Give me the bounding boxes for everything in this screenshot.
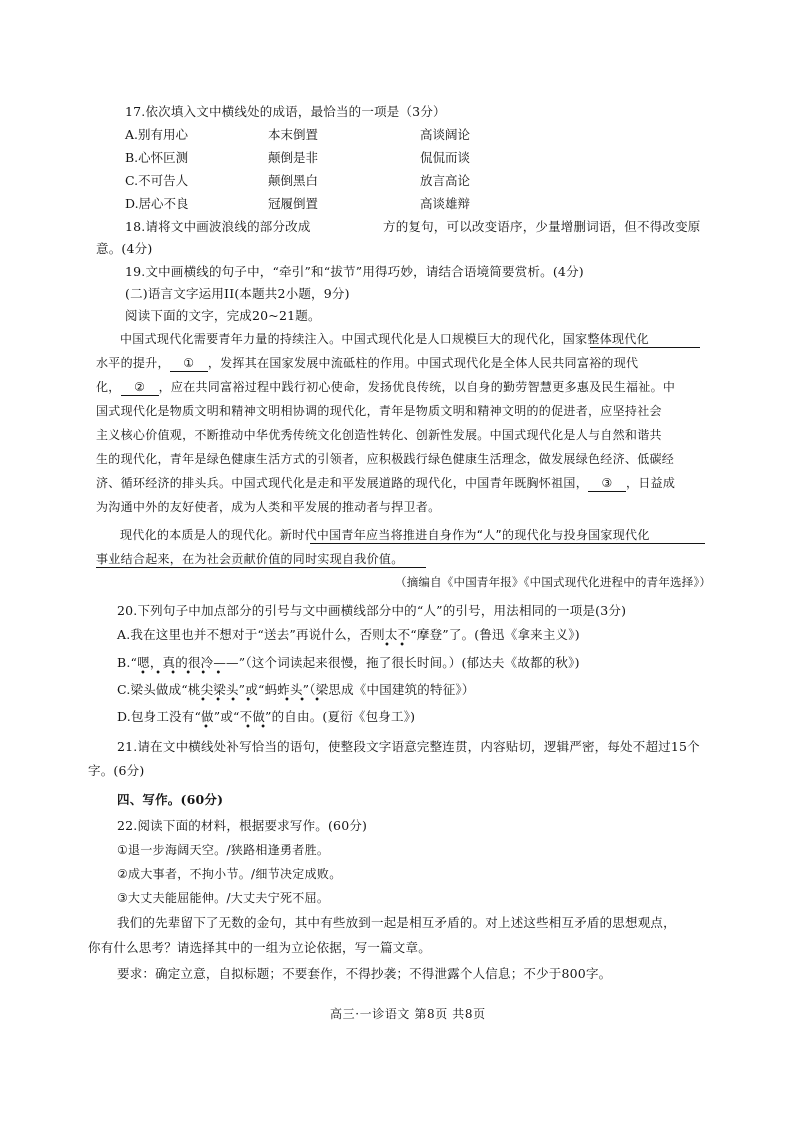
passage-line-8 xyxy=(96,499,440,515)
q20-option-a: A.我在这里也并不想对于“送去”再说什么，否则太不“摩登”了。(鲁迅《拿来主义》) xyxy=(117,627,580,642)
emphasis-dots: • • • • xyxy=(200,695,255,706)
blank-1[interactable]: ① xyxy=(170,355,208,372)
passage-source: （摘编自《中国青年报》《中国式现代化进程中的青年选择》） xyxy=(395,575,712,589)
q17-option-a: A.别有用心 xyxy=(125,127,189,142)
underlined-sentence-rule xyxy=(310,543,705,544)
blank-3[interactable]: ③ xyxy=(588,475,626,492)
q17-option-b-b: 颠倒是非 xyxy=(268,150,319,165)
q22-requirement: 要求：确定立意，自拟标题；不要套作，不得抄袭；不得泄露个人信息；不少于800字。 xyxy=(117,966,612,981)
passage-text: 化， xyxy=(96,380,121,394)
passage-line-4 xyxy=(96,403,662,419)
q17-option-d-c: 高谈雄辩 xyxy=(420,196,471,211)
emphasis-dots: • • xyxy=(245,722,269,733)
q22-para2: 你有什么思考？请选择其中的一组为立论依据，写一篇文章。 xyxy=(88,940,431,955)
wavy-underline xyxy=(590,347,700,348)
emphasis-dots: • • • xyxy=(284,695,324,706)
passage-text: 为沟通中外的友好使者，成为人类和平发展的推动者与捍卫者。 xyxy=(96,500,441,514)
section2-title: (二)语言文字运用II(本题共2小题，9分) xyxy=(125,286,350,301)
q22-para1: 我们的先辈留下了无数的金句，其中有些放到一起是相互矛盾的。对上述这些相互矛盾的思想观点， xyxy=(117,915,676,930)
q20-option-d: D.包身工没有“做”或“不做”的自由。(夏衍《包身工》) xyxy=(117,709,416,724)
passage-text: 国式现代化是物质文明和精神文明相协调的现代化，青年是物质文明和精神文明的的促进者，应坚持社会 xyxy=(96,404,662,418)
passage-text: 中国式现代化需要青年力量的持续注入。中国式现代化是人口规模巨大的现代化，国家整体现代化 xyxy=(120,332,649,346)
section2-instruction: 阅读下面的文字，完成20~21题。 xyxy=(125,308,321,323)
q22-stem: 22.阅读下面的材料，根据要求写作。(60分) xyxy=(117,818,368,833)
q17-option-b-c: 侃侃而谈 xyxy=(420,150,471,165)
passage-para2-line1 xyxy=(120,527,650,543)
q22-item-2: ②成大事者，不拘小节。/细节决定成败。 xyxy=(117,867,342,881)
q17-option-c: C.不可告人 xyxy=(125,173,189,188)
blank-2[interactable]: ② xyxy=(121,379,159,396)
q20-option-c: C.梁头做成“桃尖梁头”或“蚂蚱头”（梁思成《中国建筑的特征》） xyxy=(117,682,475,697)
q20-stem: 20.下列句子中加点部分的引号与文中画横线部分中的“人”的引号，用法相同的一项是(3分) xyxy=(117,603,627,618)
passage-text: 生的现代化，青年是绿色健康生活方式的引领者，应积极践行绿色健康生活理念，做发展绿色经济、低碳经 xyxy=(96,452,675,466)
q17-stem: 17.依次填入文中横线处的成语，最恰当的一项是（3分） xyxy=(125,104,446,119)
q17-option-b: B.心怀叵测 xyxy=(125,150,189,165)
passage-text: 现代化的本质是人的现代化。新时代中国青年应当将推进自身作为“人”的现代化与投身国家现代化 xyxy=(120,528,650,542)
q22-item-1: ①退一步海阔天空。/狭路相逢勇者胜。 xyxy=(117,843,330,857)
passage-text: ，发挥其在国家发展中流砥柱的作用。中国式现代化是全体人民共同富裕的现代 xyxy=(207,356,639,370)
emphasis-dots: • • xyxy=(384,640,408,651)
passage-line-7 xyxy=(96,475,675,492)
q17-option-d-b: 冠履倒置 xyxy=(268,196,319,211)
q18-line2: 意。(4分) xyxy=(96,241,153,256)
passage-line-5 xyxy=(96,427,662,443)
q17-option-a-c: 高谈阔论 xyxy=(420,127,471,142)
passage-text: ，日益成 xyxy=(626,476,676,490)
passage-text: 事业结合起来，在为社会贡献价值的同时实现自我价值。 xyxy=(96,552,404,566)
passage-line-2 xyxy=(96,355,638,372)
q19-stem: 19.文中画横线的句子中，“牵引”和“拔节”用得巧妙，请结合语境简要赏析。(4分) xyxy=(125,264,584,279)
passage-text: 水平的提升， xyxy=(96,356,170,370)
q22-item-3: ③大丈夫能屈能伸。/大丈夫宁死不屈。 xyxy=(117,891,330,905)
passage-line-3 xyxy=(96,379,675,396)
underlined-sentence-rule-2 xyxy=(96,567,426,568)
passage-text: 济、循环经济的排头兵。中国式现代化是走和平发展道路的现代化，中国青年既胸怀祖国， xyxy=(96,476,589,490)
q21-line1: 21.请在文中横线处补写恰当的语句，使整段文字语意完整连贯，内容贴切，逻辑严密，每处不超过15个 xyxy=(117,739,700,754)
q17-option-c-c: 放言高论 xyxy=(420,173,471,188)
passage-line-1 xyxy=(120,331,649,347)
emphasis-dots: • • • • • • xyxy=(140,668,225,679)
section4-title: 四、写作。(60分) xyxy=(117,792,224,807)
q17-option-c-b: 颠倒黑白 xyxy=(268,173,319,188)
page-footer: 高三·一诊语文 第8页 共8页 xyxy=(330,1007,486,1021)
q17-option-a-b: 本末倒置 xyxy=(268,127,319,142)
q17-option-d: D.居心不良 xyxy=(125,196,189,211)
q20-option-b: B.“嗯，真的很冷——”（这个词读起来很慢，拖了很长时间。）(郁达夫《故都的秋》) xyxy=(117,655,580,670)
q21-line2: 字。(6分) xyxy=(88,763,145,778)
passage-text: ，应在共同富裕过程中践行初心使命，发扬优良传统，以自身的勤劳智慧更多惠及民生福祉。中 xyxy=(158,380,676,394)
q18-line1b: 方的复句，可以改变语序，少量增删词语，但不得改变原 xyxy=(383,219,701,234)
passage-para2-line2 xyxy=(96,551,404,567)
q18-line1: 18.请将文中画波浪线的部分改成 xyxy=(125,219,311,234)
passage-text: 主义核心价值观，不断推动中华优秀传统文化创造性转化、创新性发展。中国式现代化是人与自然和谐共 xyxy=(96,428,662,442)
passage-line-6 xyxy=(96,451,674,467)
emphasis-dots: • xyxy=(203,722,212,733)
